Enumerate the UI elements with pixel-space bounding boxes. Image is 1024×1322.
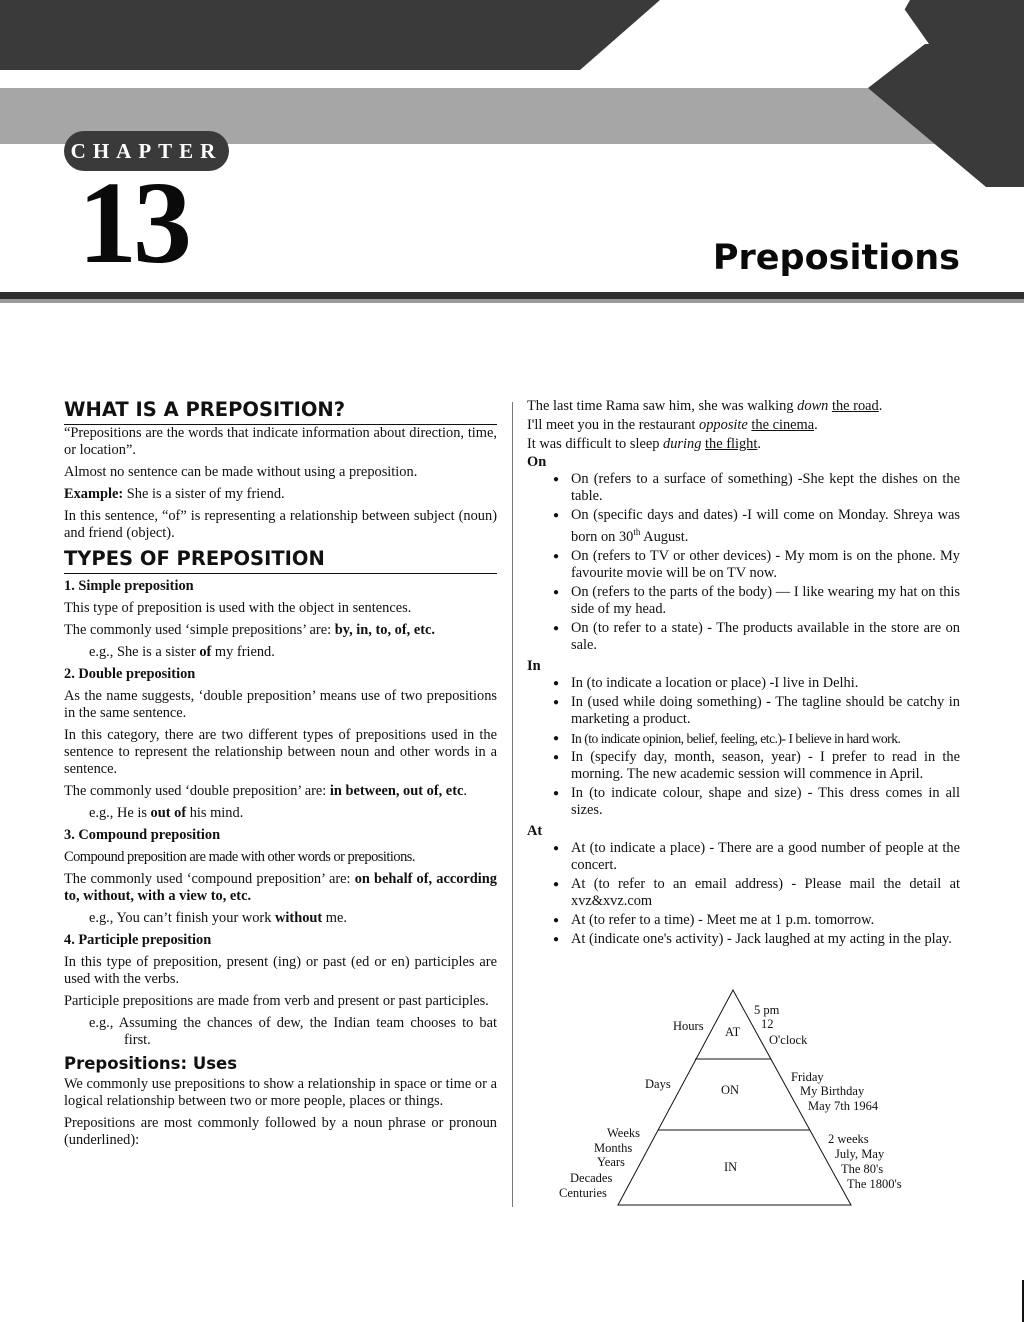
- paragraph: [64, 622, 497, 639]
- column-divider: [512, 402, 513, 1207]
- text-span: e.g., He is: [89, 805, 151, 821]
- types-heading: TYPES OF PREPOSITION: [64, 547, 497, 574]
- text-span: The last time Rama saw him, she was walking: [527, 398, 798, 414]
- paragraph: In this category, there are two different types of prepositions used in the sentence to represent the relationship between noun and other words in a sentence.: [64, 727, 497, 777]
- pyramid-in-left-5: Centuries: [559, 1186, 607, 1200]
- text-span: .: [814, 417, 818, 433]
- text-span: .: [463, 783, 467, 799]
- list-item: ● In (to indicate opinion, belief, feeling, etc.)- I believe in hard work.: [571, 730, 960, 747]
- example-paragraph: [64, 486, 497, 503]
- participle-heading: 4. Participle preposition: [64, 932, 212, 948]
- pyramid-on-right-1: Friday: [791, 1070, 824, 1084]
- bold-span: out of: [150, 805, 187, 821]
- list-item: ● In (to indicate colour, shape and size) - This dress comes in all sizes.: [571, 785, 960, 819]
- paragraph: Prepositions are most commonly followed by a noun phrase or pronoun (underlined):: [64, 1115, 497, 1148]
- text-span: his mind.: [186, 805, 244, 821]
- pyramid-in-left-2: Months: [594, 1141, 633, 1155]
- list-item: ● At (to refer to a time) - Meet me at 1 p.m. tomorrow.: [571, 912, 960, 929]
- simple-heading: 1. Simple preposition: [64, 578, 194, 594]
- text-span: The commonly used ‘compound preposition’ are:: [64, 871, 355, 887]
- text-span: On (specific days and dates) -I will come on Monday. Shreya was born on 30: [571, 507, 960, 545]
- in-heading: In: [527, 657, 541, 674]
- chapter-title: Prepositions: [712, 238, 960, 278]
- example-line: [64, 644, 497, 661]
- text-span: It was difficult to sleep: [527, 436, 664, 452]
- paragraph: In this type of preposition, present (ing) or past (ed or en) participles are used with the verbs.: [64, 954, 497, 987]
- uses-heading: Prepositions: Uses: [64, 1054, 238, 1073]
- list-item: ● On (to refer to a state) - The products available in the store are on sale.: [571, 620, 960, 654]
- paragraph: [64, 783, 497, 800]
- paragraph: [64, 871, 497, 905]
- text-span: e.g., She is a sister: [89, 644, 200, 660]
- text-span: e.g., You can’t finish your work: [89, 910, 276, 926]
- example-sentence: [527, 436, 960, 453]
- pyramid-in-right-1: 2 weeks: [828, 1132, 869, 1146]
- example-line: e.g., Assuming the chances of dew, the Indian team chooses to bat first.: [89, 1015, 497, 1048]
- bold-span: of: [199, 644, 212, 660]
- list-item: ● On (refers to the parts of the body) — I like wearing my hat on this side of my head.: [571, 584, 960, 618]
- preposition-italic: opposite: [699, 417, 748, 433]
- text-span: The commonly used ‘simple prepositions’ are:: [64, 622, 335, 638]
- pyramid-at-label: AT: [725, 1025, 741, 1039]
- text-span: my friend.: [211, 644, 275, 660]
- preposition-pyramid-diagram: [527, 986, 960, 1208]
- paragraph: As the name suggests, ‘double preposition’ means use of two prepositions in the same sentence.: [64, 688, 497, 721]
- what-is-heading: WHAT IS A PREPOSITION?: [64, 398, 497, 425]
- paragraph: Compound preposition are made with other words or prepositions.: [64, 849, 415, 865]
- list-item: ● On (refers to TV or other devices) - My mom is on the phone. My favourite movie will be on TV now.: [571, 548, 960, 582]
- pyramid-at-right-2: 12: [761, 1017, 774, 1031]
- pyramid-in-left-3: Years: [597, 1155, 625, 1169]
- text-span: I'll meet you in the restaurant: [527, 417, 700, 433]
- list-item: ● At (to indicate a place) - There are a good number of people at the concert.: [571, 840, 960, 874]
- preposition-italic: during: [663, 436, 702, 452]
- noun-phrase-underlined: the cinema: [751, 417, 815, 433]
- pyramid-in-right-2: July, May: [835, 1147, 885, 1161]
- pyramid-on-right-2: My Birthday: [800, 1084, 865, 1098]
- preposition-italic: down: [797, 398, 829, 414]
- example-text: She is a sister of my friend.: [123, 486, 285, 502]
- example-line: [64, 805, 497, 822]
- right-column: [527, 398, 960, 951]
- chapter-number: 13: [78, 157, 188, 288]
- list-item: ● At (indicate one's activity) - Jack laughed at my acting in the play.: [571, 931, 960, 948]
- pyramid-in-label: IN: [724, 1160, 738, 1174]
- chapter-label: CHAPTER: [64, 131, 229, 171]
- pyramid-on-label: ON: [721, 1083, 740, 1097]
- text-span: .: [757, 436, 761, 452]
- pyramid-in-right-4: The 1800's: [847, 1177, 902, 1191]
- list-item: [571, 507, 960, 546]
- definition-text: “Prepositions are the words that indicate information about direction, time, or location”.: [64, 425, 497, 458]
- text-span: me.: [322, 910, 347, 926]
- example-label: Example:: [64, 486, 124, 502]
- on-list: [527, 471, 960, 654]
- text-span: August.: [640, 528, 689, 545]
- compound-heading: 3. Compound preposition: [64, 827, 221, 843]
- list-item: ● At (to refer to an email address) - Please mail the detail at xvz&xvz.com: [571, 876, 960, 910]
- bold-span: on behalf of, according to, without, with a view to, etc.: [64, 871, 497, 904]
- example-sentence: [527, 417, 960, 434]
- pyramid-on-left: Days: [645, 1077, 671, 1091]
- on-heading: On: [527, 454, 547, 470]
- list-item: ● In (used while doing something) - The tagline should be catchy in marketing a product.: [571, 694, 960, 728]
- paragraph: In this sentence, “of” is representing a relationship between subject (noun) and friend (object).: [64, 508, 497, 541]
- pyramid-in-left-1: Weeks: [607, 1126, 641, 1140]
- bold-span: without: [275, 910, 323, 926]
- pyramid-at-right-3: O'clock: [769, 1033, 808, 1047]
- paragraph: This type of preposition is used with the object in sentences.: [64, 600, 412, 616]
- bold-span: in between, out of, etc: [329, 783, 464, 799]
- noun-phrase-underlined: the flight: [705, 436, 758, 452]
- pyramid-at-right-1: 5 pm: [754, 1003, 780, 1017]
- list-item: ● In (to indicate a location or place) -I live in Delhi.: [571, 675, 960, 692]
- at-list: [527, 840, 960, 948]
- double-heading: 2. Double preposition: [64, 666, 196, 682]
- pyramid-at-left: Hours: [673, 1019, 704, 1033]
- list-item: ● In (specify day, month, season, year) - I prefer to read in the morning. The new academic session will commence in April.: [571, 749, 960, 783]
- bold-span: by, in, to, of, etc.: [334, 622, 436, 638]
- pyramid-in-left-4: Decades: [570, 1171, 613, 1185]
- at-heading: At: [527, 822, 543, 839]
- superscript: th: [633, 527, 641, 537]
- example-line: [64, 910, 497, 927]
- noun-phrase-underlined: the road: [831, 398, 879, 414]
- paragraph: Almost no sentence can be made without using a preposition.: [64, 464, 418, 480]
- list-item: ● On (refers to a surface of something) -She kept the dishes on the table.: [571, 471, 960, 505]
- left-column: [64, 398, 497, 1154]
- pyramid-in-right-3: The 80's: [841, 1162, 884, 1176]
- text-span: .: [878, 398, 883, 414]
- paragraph: Participle prepositions are made from verb and present or past participles.: [64, 993, 489, 1009]
- pyramid-on-right-3: May 7th 1964: [808, 1099, 879, 1113]
- text-span: The commonly used ‘double preposition’ are:: [64, 783, 330, 799]
- in-list: [527, 675, 960, 819]
- paragraph: We commonly use prepositions to show a relationship in space or time or a logical relationship between two or more people, places or things.: [64, 1076, 497, 1109]
- example-sentence: [527, 398, 960, 415]
